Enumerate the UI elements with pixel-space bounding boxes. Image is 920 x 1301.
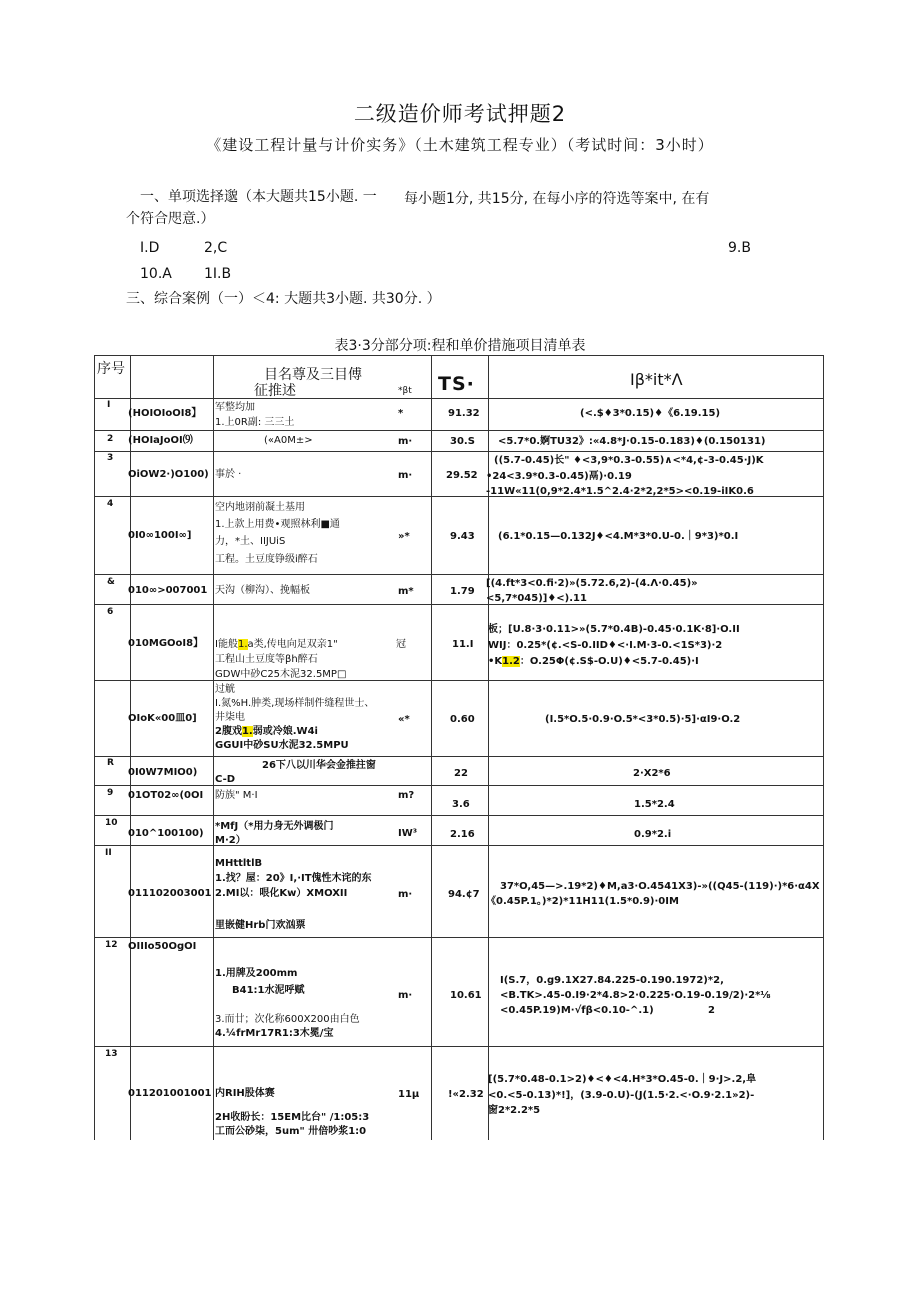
row-line xyxy=(94,785,824,786)
row-line xyxy=(94,756,824,757)
row-qty: 1.79 xyxy=(450,586,475,597)
row-desc-line: 空内地诩前凝土基用 xyxy=(215,502,305,513)
answer-2: 2,C xyxy=(204,240,228,256)
row-calc-line: 窗2*2.2*5 xyxy=(488,1105,541,1116)
row-desc-line: 天沟（柳沟）、挽幅板 xyxy=(215,585,310,596)
row-number: 13 xyxy=(105,1049,118,1059)
row-calc-line: 《0.45P.1。)*2)*11H11(1.5*0.9)·0IM xyxy=(486,896,679,907)
row-qty: 22 xyxy=(454,768,468,779)
row-calc-line: -11W«11(0,9*2.4*1.5^2.4·2*2,2*5><0.19-iIK0.6 xyxy=(486,486,754,497)
row-number: 6 xyxy=(107,607,114,617)
row-desc-line: 4.¼frMr17R1:3木冕/宝 xyxy=(215,1028,334,1039)
row-desc-line: 事於 · xyxy=(215,469,242,480)
row-number: & xyxy=(107,577,115,587)
row-code: OIIIo50OgOI xyxy=(128,941,197,952)
row-number: II xyxy=(105,848,112,858)
row-desc-line: 2H收盼长：15EM比台" /1:05:3 xyxy=(215,1112,370,1123)
row-number: R xyxy=(107,758,114,768)
row-desc-line: 3.而廿；次化称600X200由白色 xyxy=(215,1014,360,1025)
row-calc-part: •K xyxy=(488,656,503,667)
header-seq: 序号 xyxy=(97,361,125,377)
highlight-mark: 1.2 xyxy=(502,656,520,667)
highlight-mark: 1. xyxy=(241,726,253,737)
row-desc-line: («A0M±> xyxy=(264,435,313,446)
row-calc-line: 0.9*2.i xyxy=(634,829,672,840)
row-qty: 30.S xyxy=(450,436,475,447)
row-calc-line: 板；[U.8·3·0.11>»(5.7*0.4B)-0.45·0.1K·8]·O.II xyxy=(488,624,740,635)
row-desc-line: 1.上款上用费•观照林利■通 xyxy=(215,519,340,530)
row-desc-line: 军整均加 xyxy=(215,402,255,413)
row-unit: 11μ xyxy=(398,1089,420,1100)
row-desc-line xyxy=(215,724,318,739)
row-unit: «* xyxy=(398,714,410,725)
row-code: 0I0W7MIO0) xyxy=(128,767,198,778)
row-calc-line: 37*O,45—>.19*2)♦M,a3·O.4541X3)-»((Q45-(119)·)*6·α4X xyxy=(500,881,820,892)
section1-heading-b: 每小题1分, 共15分, 在每小序的符选等案中, 在有 xyxy=(404,191,710,207)
row-desc-line: 里嵌健Hrb门欢汹票 xyxy=(215,920,306,931)
row-code: 011201001001 xyxy=(128,1088,212,1099)
answer-11: 1I.B xyxy=(204,266,232,282)
row-qty: 0.60 xyxy=(450,714,475,725)
row-code: (HOIaJoOI⑼ xyxy=(128,435,193,446)
header-qty: TS· xyxy=(438,373,475,395)
row-desc-line: 工程。土豆度铮级i醉石 xyxy=(215,554,318,565)
row-unit: m· xyxy=(398,470,413,481)
header-name-b: 征推述 xyxy=(254,383,296,399)
row-qty: 2.16 xyxy=(450,829,475,840)
row-qty: 9.43 xyxy=(450,531,475,542)
row-calc-line: <5,7*045)]♦<).11 xyxy=(486,593,587,604)
row-desc-line xyxy=(215,637,338,652)
table-border-top xyxy=(94,355,824,356)
row-desc-line: GGUI中砂SU水泥32.5MPU xyxy=(215,740,349,751)
row-unit: m· xyxy=(398,889,413,900)
answer-1: I.D xyxy=(140,240,160,256)
row-code: OiOW2·)O100) xyxy=(128,469,209,480)
answer-9: 9.B xyxy=(728,240,751,256)
row-desc-line: 力，*土、IIJUiS xyxy=(215,536,286,547)
row-qty: !«2.32 xyxy=(448,1089,484,1100)
row-number: 10 xyxy=(105,818,118,828)
row-desc-line: 26下八以川华会金推拄窗 xyxy=(262,760,376,771)
page-title: 二级造价师考试押题2 xyxy=(353,102,567,126)
row-calc-line: I(S.7，0.g9.1X27.84.225-0.190.1972)*2, xyxy=(500,975,724,986)
row-unit: m? xyxy=(398,790,415,801)
row-calc-line: (<.$♦3*0.15)♦《6.19.15) xyxy=(580,408,721,419)
row-calc-line: (I.5*O.5·0.9·O.5*<3*0.5)·5]·αI9·O.2 xyxy=(545,714,741,725)
row-number: 9 xyxy=(107,788,114,798)
row-calc-line xyxy=(488,654,699,669)
header-name-a: 目名尊及三目傅 xyxy=(264,367,362,383)
section3-heading: 三、综合案例（一）＜4: 大题共3小题. 共30分. ） xyxy=(126,291,441,307)
section1-heading-a: 一、单项选择邈（本大题共15小题. 一 xyxy=(140,189,377,205)
row-calc-line: [(4.ft*3<0.fi·2)»(5.72.6,2)-(4.Λ·0.45)» xyxy=(486,578,698,589)
row-line xyxy=(94,680,824,681)
row-desc-part: 弱或冷娘.W4i xyxy=(252,726,318,737)
page-subtitle: 《建设工程计量与计价实务》（土木建筑工程专业）（考试时间：3小时） xyxy=(206,136,714,154)
highlight-mark: 1. xyxy=(237,639,248,650)
row-code: 0I0∞100I∞] xyxy=(128,530,192,541)
row-number: 12 xyxy=(105,940,118,950)
row-code: OIoK«00皿0] xyxy=(128,713,197,724)
row-number: 3 xyxy=(107,453,114,463)
row-calc-line: <0.<5-0.13)*!]，(3.9-0.U)-(J(1.5·2.<·O.9·2.1»2)- xyxy=(488,1090,755,1101)
answer-10: 10.A xyxy=(140,266,172,282)
row-desc-part: I能般 xyxy=(215,639,238,650)
row-desc-part: a类,传电向足双亲1" xyxy=(247,639,338,650)
row-desc-line: 井柒电 xyxy=(215,712,245,723)
row-desc-line: 过觥 xyxy=(215,684,235,695)
row-line xyxy=(94,430,824,431)
row-unit: IW³ xyxy=(398,828,418,839)
row-unit: m· xyxy=(398,436,413,447)
row-desc-line: 2.MI以：哏化Kw）XMOXII xyxy=(215,888,348,899)
row-calc-line: 2·X2*6 xyxy=(633,768,671,779)
row-calc-line: <0.45P.19)M·√fβ<0.10-^.1) xyxy=(500,1005,654,1016)
header-calc: Iβ*it*Λ xyxy=(630,370,683,389)
row-unit: m· xyxy=(398,990,413,1001)
row-code: 01OT02∞(0OI xyxy=(128,790,204,801)
row-desc-line: *MfJ（*用力身无外调极门 xyxy=(215,821,334,832)
row-code: (HOIOIoOI8】 xyxy=(128,408,202,419)
row-line xyxy=(94,451,824,452)
row-qty: 94.¢7 xyxy=(448,889,480,900)
row-desc-line: 内RIH股体赛 xyxy=(215,1088,275,1099)
table-border-right xyxy=(823,355,824,1140)
row-code: 010MGOoI8】 xyxy=(128,638,204,649)
row-calc-line: ((5.7-0.45)长" ♦<3,9*0.3-0.55)∧<*4,¢-3-0.45·J)K xyxy=(494,455,764,466)
section1-heading-c: 个符合咫意.） xyxy=(126,211,215,227)
row-calc-line: WIJ：0.25*(¢.<S-0.IID♦<·I.M·3-0.<1S*3)·2 xyxy=(488,640,723,651)
row-desc-line: I.氮%H.肿类,现场样制件缝程世士、 xyxy=(215,698,375,709)
row-qty: 10.61 xyxy=(450,990,482,1001)
row-unit: * xyxy=(398,408,404,419)
row-calc-line: [(5.7*0.48-0.1>2)♦<♦<4.H*3*O.45-0.｜9·J>.2,阜 xyxy=(488,1074,757,1085)
row-line xyxy=(94,815,824,816)
row-unit: m* xyxy=(398,586,414,597)
row-calc-line: •24<3.9*0.3-0.45)鬲)·0.19 xyxy=(486,471,632,482)
row-line xyxy=(94,398,824,399)
row-number: I xyxy=(107,400,111,410)
row-calc-line: 2 xyxy=(708,1005,715,1016)
row-desc-part: 2腹戏 xyxy=(215,726,242,737)
row-unit: 冠 xyxy=(396,639,406,650)
row-desc-line: 防族" M·I xyxy=(215,790,258,801)
row-desc-line: 1.找？屋：20》I,·IT傀性木诧的东 xyxy=(215,873,372,884)
row-number: 2 xyxy=(107,434,114,444)
row-desc-line: GDW中砂C25木泥32.5MP□ xyxy=(215,669,347,680)
row-qty: 91.32 xyxy=(448,408,480,419)
row-qty: 29.52 xyxy=(446,470,478,481)
table-divider-unit xyxy=(431,355,432,1140)
row-desc-line: 工而公砂柒，5um" 卅倍吵浆1:0 xyxy=(215,1126,367,1137)
table-border-left xyxy=(94,355,95,1140)
row-calc-line: <5.7*0.婀TU32》:«4.8*J·0.15-0.183)♦(0.150131) xyxy=(498,436,766,447)
row-desc-line: MHttltlB xyxy=(215,858,263,869)
row-code: 010^100100) xyxy=(128,828,204,839)
header-unit: *βt xyxy=(398,386,412,396)
row-unit: »* xyxy=(398,531,410,542)
row-code: 010∞>007001 xyxy=(128,585,208,596)
row-line xyxy=(94,1046,824,1047)
row-qty: 11.I xyxy=(452,639,474,650)
row-desc-line: M·2） xyxy=(215,835,246,846)
table-divider-code xyxy=(213,355,214,1140)
row-desc-line: 1.上0R副: 三三土 xyxy=(215,417,295,428)
row-desc-line: 1.用牌及200mm xyxy=(215,968,298,979)
table-caption: 表3·3分部分项:程和单价措施项目清单表 xyxy=(334,338,586,354)
row-line xyxy=(94,845,824,846)
row-code: 011102003001 xyxy=(128,888,212,899)
row-line xyxy=(94,604,824,605)
row-desc-line: C-D xyxy=(215,774,236,785)
row-qty: 3.6 xyxy=(452,799,470,810)
row-calc-line: <B.TK>.45-0.I9·2*4.8>2·0.225·O.19-0.19/2)·2*⅛ xyxy=(500,990,771,1001)
row-line xyxy=(94,937,824,938)
row-desc-line: B41:1水泥呼赋 xyxy=(232,985,305,996)
row-line xyxy=(94,574,824,575)
row-desc-line: 工程山土豆度等βh醉石 xyxy=(215,654,318,665)
row-calc-part: ：O.25Φ(¢.S$-O.U)♦<5.7-0.45)·I xyxy=(519,656,699,667)
row-calc-line: (6.1*0.15—0.132J♦<4.M*3*0.U-0.｜9*3)*0.I xyxy=(498,531,739,542)
row-number: 4 xyxy=(107,499,114,509)
row-calc-line: 1.5*2.4 xyxy=(634,799,675,810)
